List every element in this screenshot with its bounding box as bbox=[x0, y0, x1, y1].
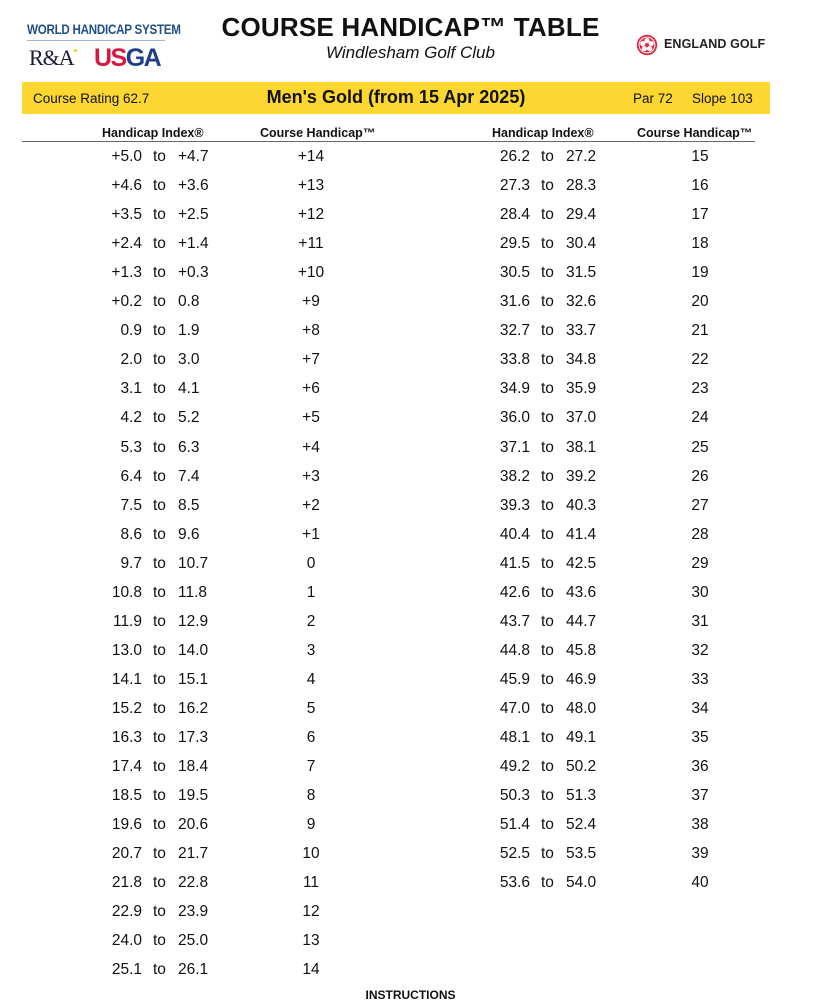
handicap-index-to: 49.1 bbox=[566, 729, 597, 746]
course-handicap-value: 21 bbox=[691, 322, 709, 340]
handicap-index-to: 35.9 bbox=[566, 380, 597, 398]
handicap-index-from: +4.6 bbox=[111, 177, 142, 195]
handicap-index-to: 34.8 bbox=[566, 351, 597, 369]
handicap-index-from: 5.3 bbox=[120, 438, 142, 456]
course-handicap-value: 12 bbox=[302, 903, 320, 921]
range-separator: to bbox=[541, 496, 554, 514]
handicap-index-from: 38.2 bbox=[499, 467, 530, 485]
handicap-index-to: +1.4 bbox=[178, 235, 209, 253]
range-separator: to bbox=[153, 467, 166, 485]
range-separator: to bbox=[541, 235, 554, 253]
course-handicap-value: 19 bbox=[691, 264, 709, 282]
range-separator: to bbox=[153, 235, 166, 253]
handicap-index-to: 43.6 bbox=[566, 583, 597, 601]
course-handicap-value: 16 bbox=[691, 177, 709, 195]
course-handicap-value: 24 bbox=[691, 409, 709, 427]
left-course-handicap-header: Course Handicap™ bbox=[260, 126, 376, 140]
range-separator: to bbox=[541, 206, 554, 224]
handicap-index-from: 41.5 bbox=[499, 554, 530, 572]
handicap-index-from: 34.9 bbox=[499, 380, 530, 398]
course-handicap-value: +5 bbox=[302, 409, 320, 427]
handicap-index-to: 27.2 bbox=[566, 148, 597, 165]
course-handicap-value: +2 bbox=[302, 496, 320, 514]
course-handicap-value: +8 bbox=[302, 322, 320, 340]
handicap-index-to: 10.7 bbox=[178, 554, 209, 572]
left-handicap-index-header: Handicap Index® bbox=[102, 126, 204, 140]
range-separator: to bbox=[153, 961, 166, 979]
handicap-index-from: 17.4 bbox=[111, 758, 142, 776]
range-separator: to bbox=[541, 874, 554, 892]
range-separator: to bbox=[153, 729, 166, 746]
handicap-index-from: 22.9 bbox=[111, 903, 142, 921]
handicap-index-from: 50.3 bbox=[499, 787, 530, 805]
handicap-index-from: 40.4 bbox=[499, 525, 530, 543]
range-separator: to bbox=[541, 670, 554, 688]
course-handicap-value: +14 bbox=[297, 148, 325, 165]
handicap-index-from: 8.6 bbox=[120, 525, 142, 543]
handicap-index-from: 4.2 bbox=[120, 409, 142, 427]
slope-value: Slope 103 bbox=[692, 91, 753, 106]
range-separator: to bbox=[541, 758, 554, 776]
range-separator: to bbox=[153, 264, 166, 282]
course-handicap-value: +6 bbox=[302, 380, 320, 398]
course-handicap-value: 38 bbox=[691, 816, 709, 834]
range-separator: to bbox=[153, 699, 166, 717]
course-handicap-value: +12 bbox=[297, 206, 325, 224]
range-separator: to bbox=[153, 293, 166, 311]
course-handicap-value: +13 bbox=[297, 177, 325, 195]
handicap-index-to: 45.8 bbox=[566, 641, 597, 659]
range-separator: to bbox=[541, 612, 554, 630]
handicap-index-to: 9.6 bbox=[178, 525, 200, 543]
handicap-index-from: 42.6 bbox=[499, 583, 530, 601]
handicap-index-from: 45.9 bbox=[499, 670, 530, 688]
range-separator: to bbox=[153, 148, 166, 165]
handicap-index-to: 25.0 bbox=[178, 932, 209, 950]
handicap-index-to: 48.0 bbox=[566, 699, 597, 717]
instructions-heading: INSTRUCTIONS bbox=[365, 988, 456, 1002]
handicap-index-from: 3.1 bbox=[120, 380, 142, 398]
page-title: COURSE HANDICAP™ TABLE bbox=[221, 12, 600, 42]
header-divider bbox=[22, 141, 755, 142]
handicap-index-from: 31.6 bbox=[499, 293, 530, 311]
course-info-band bbox=[22, 82, 770, 114]
handicap-index-to: 39.2 bbox=[566, 467, 597, 485]
range-separator: to bbox=[153, 351, 166, 369]
range-separator: to bbox=[541, 583, 554, 601]
handicap-index-to: 28.3 bbox=[566, 177, 597, 195]
range-separator: to bbox=[153, 322, 166, 340]
handicap-index-from: 48.1 bbox=[499, 729, 530, 746]
club-name: Windlesham Golf Club bbox=[326, 43, 495, 62]
range-separator: to bbox=[153, 932, 166, 950]
handicap-index-to: 46.9 bbox=[566, 670, 597, 688]
course-handicap-value: 2 bbox=[306, 612, 316, 630]
handicap-index-to: 37.0 bbox=[566, 409, 597, 427]
range-separator: to bbox=[541, 380, 554, 398]
handicap-index-from: 44.8 bbox=[499, 641, 530, 659]
handicap-index-to: +2.5 bbox=[178, 206, 209, 224]
handicap-index-to: 14.0 bbox=[178, 641, 209, 659]
handicap-index-from: 52.5 bbox=[499, 845, 530, 863]
usga-logo-ga: GA bbox=[125, 44, 161, 72]
r-and-a-logo: R&A bbox=[29, 45, 74, 70]
course-handicap-value: 34 bbox=[691, 699, 709, 717]
handicap-index-to: 21.7 bbox=[178, 845, 209, 863]
handicap-index-from: 7.5 bbox=[120, 496, 142, 514]
handicap-index-to: +0.3 bbox=[178, 264, 209, 282]
handicap-index-to: 15.1 bbox=[178, 670, 209, 688]
handicap-index-from: 2.0 bbox=[120, 351, 142, 369]
course-handicap-value: +1 bbox=[302, 525, 320, 543]
handicap-index-to: 3.0 bbox=[178, 351, 200, 369]
course-handicap-value: 30 bbox=[691, 583, 709, 601]
range-separator: to bbox=[153, 612, 166, 630]
handicap-index-from: 43.7 bbox=[499, 612, 530, 630]
course-handicap-value: 5 bbox=[306, 699, 316, 717]
world-handicap-system-logo: WORLD HANDICAP SYSTEM bbox=[27, 22, 181, 37]
handicap-index-from: +2.4 bbox=[111, 235, 142, 253]
handicap-index-to: 26.1 bbox=[178, 961, 209, 979]
course-handicap-value: 10 bbox=[302, 845, 320, 863]
handicap-index-from: 13.0 bbox=[111, 641, 142, 659]
handicap-index-from: 25.1 bbox=[111, 961, 142, 979]
handicap-index-from: 0.9 bbox=[120, 322, 142, 340]
range-separator: to bbox=[541, 467, 554, 485]
course-handicap-value: 26 bbox=[691, 467, 709, 485]
range-separator: to bbox=[541, 641, 554, 659]
course-handicap-value: 0 bbox=[306, 554, 316, 572]
handicap-index-to: 0.8 bbox=[178, 293, 200, 311]
range-separator: to bbox=[153, 845, 166, 863]
handicap-index-from: 28.4 bbox=[499, 206, 530, 224]
course-handicap-value: 15 bbox=[691, 148, 709, 165]
handicap-index-to: 42.5 bbox=[566, 554, 597, 572]
course-handicap-value: 1 bbox=[306, 583, 316, 601]
handicap-index-to: 29.4 bbox=[566, 206, 597, 224]
range-separator: to bbox=[541, 148, 554, 165]
course-handicap-value: 13 bbox=[302, 932, 320, 950]
handicap-index-to: 44.7 bbox=[566, 612, 597, 630]
handicap-index-from: 11.9 bbox=[112, 612, 142, 630]
handicap-index-from: 29.5 bbox=[499, 235, 530, 253]
range-separator: to bbox=[541, 845, 554, 863]
handicap-index-from: 14.1 bbox=[111, 670, 142, 688]
course-handicap-value: 4 bbox=[306, 670, 316, 688]
handicap-index-from: 10.8 bbox=[111, 583, 142, 601]
range-separator: to bbox=[541, 264, 554, 282]
handicap-index-to: +4.7 bbox=[178, 148, 209, 165]
handicap-index-to: 53.5 bbox=[566, 845, 597, 863]
range-separator: to bbox=[153, 583, 166, 601]
range-separator: to bbox=[541, 554, 554, 572]
range-separator: to bbox=[541, 322, 554, 340]
england-golf-logo-text: ENGLAND GOLF bbox=[664, 37, 766, 51]
range-separator: to bbox=[153, 874, 166, 892]
rose-badge-icon bbox=[636, 34, 658, 56]
handicap-index-from: 37.1 bbox=[499, 438, 530, 456]
handicap-index-from: 15.2 bbox=[111, 699, 142, 717]
handicap-index-to: 54.0 bbox=[566, 874, 597, 892]
handicap-index-to: +3.6 bbox=[178, 177, 209, 195]
range-separator: to bbox=[541, 816, 554, 834]
handicap-index-to: 51.3 bbox=[566, 787, 597, 805]
course-handicap-value: 35 bbox=[691, 729, 709, 746]
handicap-index-from: +1.3 bbox=[111, 264, 142, 282]
course-handicap-value: 31 bbox=[691, 612, 709, 630]
handicap-index-to: 30.4 bbox=[566, 235, 597, 253]
course-handicap-value: 20 bbox=[691, 293, 709, 311]
handicap-index-from: 27.3 bbox=[499, 177, 530, 195]
course-handicap-value: +9 bbox=[302, 293, 320, 311]
course-handicap-value: 27 bbox=[691, 496, 709, 514]
range-separator: to bbox=[153, 903, 166, 921]
course-handicap-value: 32 bbox=[691, 641, 709, 659]
course-handicap-value: 9 bbox=[306, 816, 316, 834]
right-handicap-index-header: Handicap Index® bbox=[492, 126, 594, 140]
range-separator: to bbox=[153, 177, 166, 195]
handicap-index-from: 26.2 bbox=[499, 148, 530, 165]
range-separator: to bbox=[541, 293, 554, 311]
range-separator: to bbox=[541, 409, 554, 427]
handicap-index-from: 47.0 bbox=[499, 699, 530, 717]
course-rating: Course Rating 62.7 bbox=[33, 91, 150, 106]
handicap-index-to: 22.8 bbox=[178, 874, 209, 892]
course-handicap-value: 6 bbox=[306, 729, 316, 746]
handicap-index-from: 51.4 bbox=[499, 816, 530, 834]
range-separator: to bbox=[153, 670, 166, 688]
course-handicap-value: +11 bbox=[298, 235, 324, 253]
course-handicap-value: 33 bbox=[691, 670, 709, 688]
course-handicap-value: 3 bbox=[306, 641, 316, 659]
handicap-index-to: 23.9 bbox=[178, 903, 209, 921]
handicap-index-from: 30.5 bbox=[499, 264, 530, 282]
handicap-index-to: 1.9 bbox=[178, 322, 200, 340]
range-separator: to bbox=[541, 729, 554, 746]
usga-logo-us: US bbox=[94, 44, 126, 72]
handicap-index-from: 9.7 bbox=[120, 554, 142, 572]
handicap-index-from: 36.0 bbox=[499, 409, 530, 427]
handicap-index-from: +0.2 bbox=[111, 293, 142, 311]
range-separator: to bbox=[153, 641, 166, 659]
range-separator: to bbox=[153, 380, 166, 398]
handicap-index-to: 11.8 bbox=[178, 583, 208, 601]
handicap-index-from: 53.6 bbox=[499, 874, 530, 892]
range-separator: to bbox=[153, 816, 166, 834]
handicap-index-to: 52.4 bbox=[566, 816, 597, 834]
course-handicap-value: 17 bbox=[691, 206, 709, 224]
course-handicap-value: 29 bbox=[691, 554, 709, 572]
handicap-index-to: 12.9 bbox=[178, 612, 209, 630]
range-separator: to bbox=[541, 787, 554, 805]
range-separator: to bbox=[541, 525, 554, 543]
handicap-index-to: 20.6 bbox=[178, 816, 209, 834]
course-handicap-value: 18 bbox=[691, 235, 709, 253]
course-handicap-value: 23 bbox=[691, 380, 709, 398]
handicap-index-from: +5.0 bbox=[111, 148, 142, 165]
course-handicap-value: 37 bbox=[691, 787, 709, 805]
course-handicap-value: 40 bbox=[691, 874, 709, 892]
course-handicap-value: 8 bbox=[306, 787, 316, 805]
handicap-index-from: 33.8 bbox=[499, 351, 530, 369]
range-separator: to bbox=[153, 496, 166, 514]
handicap-index-to: 8.5 bbox=[178, 496, 200, 514]
handicap-index-to: 31.5 bbox=[566, 264, 597, 282]
tee-title: Men's Gold (from 15 Apr 2025) bbox=[266, 87, 526, 107]
course-handicap-value: 7 bbox=[306, 758, 316, 776]
right-course-handicap-header: Course Handicap™ bbox=[637, 126, 753, 140]
handicap-index-to: 32.6 bbox=[566, 293, 597, 311]
handicap-index-to: 19.5 bbox=[178, 787, 209, 805]
course-handicap-value: 14 bbox=[302, 961, 320, 979]
course-handicap-value: 28 bbox=[691, 525, 709, 543]
range-separator: to bbox=[153, 525, 166, 543]
handicap-index-from: 39.3 bbox=[499, 496, 530, 514]
course-handicap-value: +3 bbox=[302, 467, 320, 485]
handicap-index-from: +3.5 bbox=[111, 206, 142, 224]
handicap-index-to: 16.2 bbox=[178, 699, 209, 717]
range-separator: to bbox=[153, 554, 166, 572]
course-handicap-value: 36 bbox=[691, 758, 709, 776]
range-separator: to bbox=[153, 758, 166, 776]
handicap-index-from: 20.7 bbox=[111, 845, 142, 863]
course-handicap-value: 11 bbox=[302, 874, 320, 892]
par-value: Par 72 bbox=[633, 91, 673, 106]
handicap-index-to: 18.4 bbox=[178, 758, 209, 776]
range-separator: to bbox=[541, 177, 554, 195]
course-handicap-value: +4 bbox=[302, 438, 320, 456]
course-handicap-value: 22 bbox=[691, 351, 709, 369]
handicap-index-to: 41.4 bbox=[566, 525, 597, 543]
handicap-index-from: 6.4 bbox=[120, 467, 142, 485]
handicap-index-from: 19.6 bbox=[111, 816, 142, 834]
handicap-index-from: 32.7 bbox=[499, 322, 530, 340]
handicap-index-from: 16.3 bbox=[111, 729, 142, 746]
handicap-index-from: 21.8 bbox=[111, 874, 142, 892]
range-separator: to bbox=[153, 438, 166, 456]
handicap-index-to: 5.2 bbox=[178, 409, 200, 427]
range-separator: to bbox=[541, 699, 554, 717]
handicap-index-from: 24.0 bbox=[111, 932, 142, 950]
course-handicap-value: 25 bbox=[691, 438, 709, 456]
handicap-index-to: 7.4 bbox=[178, 467, 200, 485]
range-separator: to bbox=[153, 206, 166, 224]
handicap-index-to: 40.3 bbox=[566, 496, 597, 514]
range-separator: to bbox=[153, 409, 166, 427]
handicap-index-to: 50.2 bbox=[566, 758, 597, 776]
handicap-index-from: 49.2 bbox=[499, 758, 530, 776]
handicap-index-to: 6.3 bbox=[178, 438, 200, 456]
handicap-index-to: 4.1 bbox=[178, 380, 200, 398]
course-handicap-value: +10 bbox=[297, 264, 325, 282]
handicap-index-to: 38.1 bbox=[566, 438, 597, 456]
course-handicap-value: 39 bbox=[691, 845, 709, 863]
handicap-index-from: 18.5 bbox=[111, 787, 142, 805]
range-separator: to bbox=[541, 351, 554, 369]
handicap-index-to: 33.7 bbox=[566, 322, 597, 340]
range-separator: to bbox=[541, 438, 554, 456]
handicap-index-to: 17.3 bbox=[178, 729, 209, 746]
range-separator: to bbox=[153, 787, 166, 805]
course-handicap-value: +7 bbox=[302, 351, 320, 369]
